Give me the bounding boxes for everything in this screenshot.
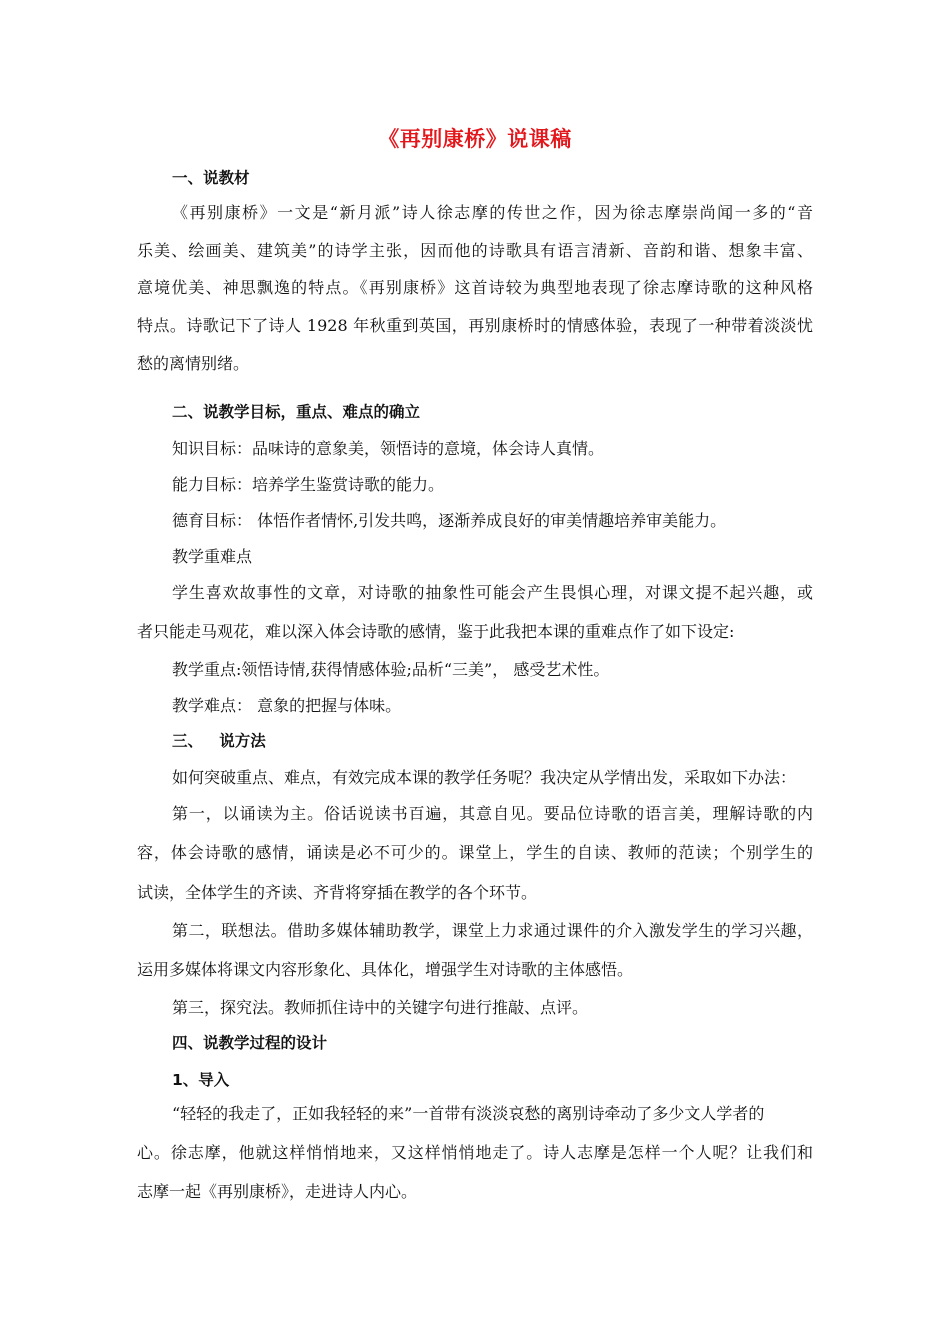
key-difficulty-subheading: 教学重难点 [172, 547, 253, 566]
section-heading-3: 三、 说方法 [172, 732, 266, 750]
paragraph-line: 意境优美、神思飘逸的特点。《再别康桥》这首诗较为典型地表现了徐志摩诗歌的这种风格 [137, 278, 813, 297]
knowledge-goal: 知识目标：品味诗的意象美，领悟诗的意境，体会诗人真情。 [172, 439, 605, 458]
paragraph-line: “轻轻的我走了，正如我轻轻的来”一首带有淡淡哀愁的离别诗牵动了多少文人学者的 [172, 1104, 765, 1123]
ability-goal: 能力目标：培养学生鉴赏诗歌的能力。 [172, 475, 445, 494]
subsection-heading: 1、导入 [172, 1071, 230, 1089]
moral-goal: 德育目标： 体悟作者情怀,引发共鸣，逐渐养成良好的审美情趣培养审美能力。 [172, 511, 727, 530]
paragraph-line: 学生喜欢故事性的文章，对诗歌的抽象性可能会产生畏惧心理，对课文提不起兴趣，或 [172, 583, 813, 602]
paragraph-line: 特点。诗歌记下了诗人 1928 年秋重到英国，再别康桥时的情感体验，表现了一种带着淡淡忧 [137, 316, 813, 335]
paragraph-line: 第二，联想法。借助多媒体辅助教学，课堂上力求通过课件的介入激发学生的学习兴趣， [172, 921, 813, 940]
paragraph-line: 试读，全体学生的齐读、齐背将穿插在教学的各个环节。 [137, 883, 538, 902]
method-three: 第三，探究法。教师抓住诗中的关键字句进行推敲、点评。 [172, 998, 589, 1017]
section-heading-4: 四、说教学过程的设计 [172, 1034, 328, 1052]
teaching-key-point: 教学重点:领悟诗情,获得情感体验;品析“三美”， 感受艺术性。 [172, 660, 610, 679]
section-heading-1: 一、说教材 [172, 169, 250, 187]
paragraph-line: 第一，以诵读为主。俗话说读书百遍，其意自见。要品位诗歌的语言美，理解诗歌的内 [172, 804, 813, 823]
method-intro: 如何突破重点、难点，有效完成本课的教学任务呢？我决定从学情出发，采取如下办法： [172, 768, 797, 787]
section-heading-2: 二、说教学目标，重点、难点的确立 [172, 403, 421, 421]
paragraph-line: 心。徐志摩，他就这样悄悄地来，又这样悄悄地走了。诗人志摩是怎样一个人呢？让我们和 [137, 1143, 813, 1162]
paragraph-line: 志摩一起《再别康桥》，走进诗人内心。 [137, 1182, 418, 1201]
teaching-difficulty: 教学难点： 意象的把握与体味。 [172, 696, 402, 715]
paragraph-line: 愁的离情别绪。 [137, 354, 250, 373]
document-title: 《再别康桥》说课稿 [378, 127, 572, 151]
paragraph-line: 《再别康桥》一文是“新月派”诗人徐志摩的传世之作，因为徐志摩崇尚闻一多的“音 [172, 203, 813, 222]
paragraph-line: 容，体会诗歌的感情，诵读是必不可少的。课堂上，学生的自读、教师的范读；个别学生的 [137, 843, 813, 862]
paragraph-line: 者只能走马观花，难以深入体会诗歌的感情，鉴于此我把本课的重难点作了如下设定: [137, 622, 735, 641]
paragraph-line: 运用多媒体将课文内容形象化、具体化，增强学生对诗歌的主体感悟。 [137, 960, 634, 979]
paragraph-line: 乐美、绘画美、建筑美”的诗学主张，因而他的诗歌具有语言清新、音韵和谐、想象丰富、 [137, 241, 813, 260]
